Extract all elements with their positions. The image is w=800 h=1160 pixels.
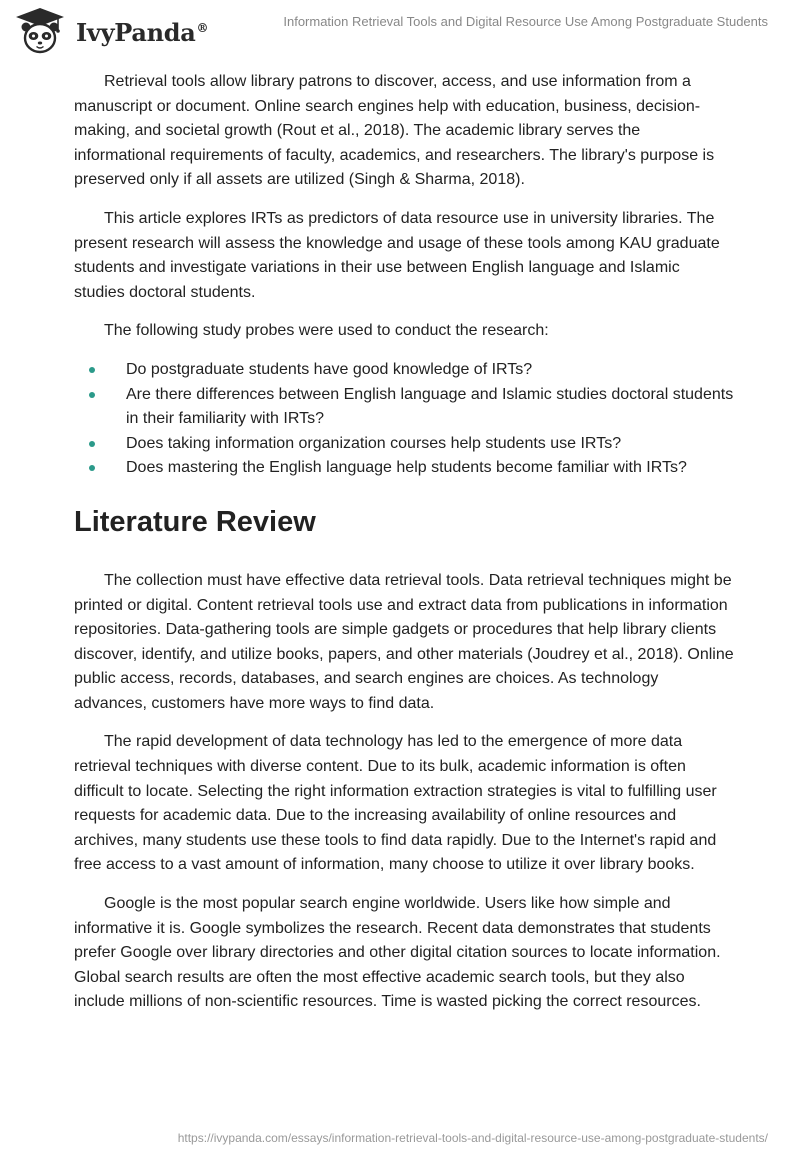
probe-text: Are there differences between English language and Islamic studies doctoral students in their familiarity with IRTs? (126, 385, 734, 428)
page-header (0, 0, 800, 60)
brand-name: IvyPanda® (76, 17, 209, 47)
ivypanda-logo[interactable] (14, 6, 208, 56)
section-heading-literature-review: Literature Review (74, 505, 316, 538)
literature-paragraph-2: The rapid development of data technology has led to the emergence of more data retrieval techniques with diverse content. Due to its bulk, academic information is often difficult to locate. Selecting the right information extraction strategies is vital to fulfilling user requests for academic data. Due to the increasing availability of online resources and archives, many students use these tools to find data rapidly. Due to the Internet's rapid and free access to a vast amount of information, many choose to utilize it over library books. (74, 733, 717, 874)
article-body (74, 70, 734, 1029)
panda-graduate-icon (14, 6, 66, 56)
list-item (74, 358, 734, 383)
probe-text: Does mastering the English language help students become familiar with IRTs? (126, 459, 687, 477)
literature-paragraph-1: The collection must have effective data retrieval tools. Data retrieval techniques might be printed or digital. Content retrieval tools use and extract data from publications in information repositories. Data-gathering tools are simple gadgets or procedures that help library clients discover, identify, and utilize books, papers, and other materials (Joudrey et al., 2018). Online public access, records, databases, and search engines are choices. As technology advances, customers have more ways to find data. (74, 571, 734, 712)
bullet-icon (89, 367, 95, 373)
intro-paragraph-1: Retrieval tools allow library patrons to discover, access, and use information from a manuscript or document. Online search engines help with education, business, decision-making, and societal growth (Rout et al., 2018). The academic library serves the informational requirements of faculty, academics, and researchers. The library's purpose is preserved only if all assets are utilized (Singh & Sharma, 2018). (74, 73, 715, 189)
list-item (74, 456, 734, 481)
source-url-link[interactable]: https://ivypanda.com/essays/information-retrieval-tools-and-digital-resource-use-among-postgraduate-students/ (177, 1131, 768, 1145)
literature-paragraph-3: Google is the most popular search engine worldwide. Users like how simple and informative it is. Google symbolizes the research. Recent data demonstrates that students prefer Google over library directories and other digital citation sources to locate information. Global search results are often the most effective academic search tools, but they also include millions of non-scientific resources. Time is wasted picking the correct resources. (74, 895, 721, 1011)
study-probes-list (74, 358, 734, 481)
probe-text: Do postgraduate students have good knowledge of IRTs? (126, 360, 533, 378)
intro-paragraph-2: This article explores IRTs as predictors of data resource use in university libraries. The present research will assess the knowledge and usage of these tools among KAU graduate students and investigate variations in their use between English language and Islamic studies doctoral students. (74, 209, 720, 301)
document-title: Information Retrieval Tools and Digital Resource Use Among Postgraduate Students (283, 14, 768, 29)
bullet-icon (89, 465, 95, 471)
list-item (74, 432, 734, 457)
intro-paragraph-3: The following study probes were used to conduct the research: (104, 322, 549, 340)
list-item (74, 383, 734, 432)
probe-text: Does taking information organization courses help students use IRTs? (126, 434, 622, 452)
bullet-icon (89, 392, 95, 398)
bullet-icon (89, 441, 95, 447)
